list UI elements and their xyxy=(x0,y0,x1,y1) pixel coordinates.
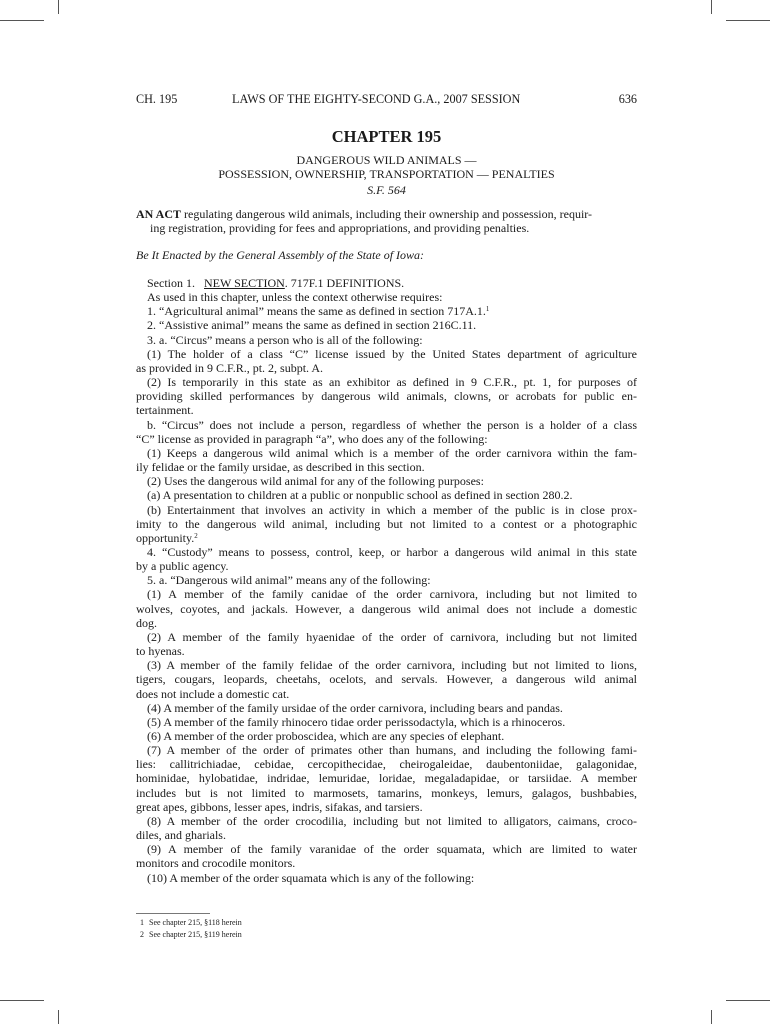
act-title-line-2: ing registration, providing for fees and appropriations, and providing penalties. xyxy=(150,221,530,236)
act-title-line-1 xyxy=(136,207,637,221)
body-line: 1. “Agricultural animal” means the same as defined in section 717A.1.$^1$ xyxy=(147,304,490,319)
body-line: monitors and crocodile monitors. xyxy=(136,856,296,871)
body-line: ily felidae or the family ursidae, as described in this section. xyxy=(136,460,425,475)
crop-mark xyxy=(0,20,44,21)
body-line: does not include a domestic cat. xyxy=(136,686,290,701)
act-text-1: regulating dangerous wild animals, including their ownership and possession, requir- xyxy=(184,207,593,221)
body-line: (1) The holder of a class “C” license issued by the United States department of agriculture xyxy=(147,346,637,361)
body-line: 4. “Custody” means to possess, control, keep, or harbor a dangerous wild animal in this state xyxy=(147,544,637,559)
body-line: great apes, gibbons, lesser apes, indris, sifakas, and tarsiers. xyxy=(136,799,423,814)
chapter-title: CHAPTER 195 xyxy=(331,127,442,146)
chapter-subtitle-line-2: POSSESSION, OWNERSHIP, TRANSPORTATION — PENALTIES xyxy=(218,167,555,181)
footnote-text: See chapter 215, §119 herein xyxy=(149,930,242,939)
section-label: Section 1. xyxy=(147,276,195,290)
body-line: includes but is not limited to marmosets, tamarins, monkeys, lemurs, galagos, bushbabies, xyxy=(136,785,637,800)
crop-mark xyxy=(58,1010,59,1024)
page-number: 636 xyxy=(618,92,637,106)
body-line: imity to the dangerous wild animal, including but not limited to a contest or a photographic xyxy=(136,516,637,531)
body-line: 2. “Assistive animal” means the same as defined in section 216C.11. xyxy=(147,318,477,333)
body-line: b. “Circus” does not include a person, regardless of whether the person is a holder of a class xyxy=(147,417,637,432)
crop-mark xyxy=(711,1010,712,1024)
body-line: wolves, coyotes, and jackals. However, a dangerous wild animal does not include a domestic xyxy=(136,601,637,616)
footnotes xyxy=(136,917,436,941)
body-line: lies: callitrichiadae, cebidae, cercopithecidae, cheirogaleidae, daubentoniidae, galagonidae, xyxy=(136,757,637,772)
crop-mark xyxy=(58,0,59,14)
footnote xyxy=(136,929,436,941)
body-line: (7) A member of the order of primates other than humans, and including the following fami- xyxy=(147,743,637,758)
body-line: “C” license as provided in paragraph “a”, who does any of the following: xyxy=(136,431,488,446)
body-line: as provided in 9 C.F.R., pt. 2, subpt. A. xyxy=(136,360,324,375)
crop-mark xyxy=(711,0,712,14)
body-line: (b) Entertainment that involves an activity in which a member of the public is in close prox- xyxy=(147,502,637,517)
body-line: opportunity.$^2$ xyxy=(136,530,198,545)
body-line: tertainment. xyxy=(136,403,194,418)
body-line: by a public agency. xyxy=(136,559,229,574)
body-line: (5) A member of the family rhinocero tidae order perissodactyla, which is a rhinoceros. xyxy=(147,714,566,729)
body-line: tigers, cougars, leopards, cheetahs, ocelots, and servals. However, a dangerous wild animal xyxy=(136,672,637,687)
body-line: (10) A member of the order squamata which is any of the following: xyxy=(147,870,475,885)
body-line: (a) A presentation to children at a public or nonpublic school as defined in section 280.2. xyxy=(147,488,573,503)
body-line: 3. a. “Circus” means a person who is all of the following: xyxy=(147,332,423,347)
body-line: (4) A member of the family ursidae of the order carnivora, including bears and pandas. xyxy=(147,700,563,715)
footnote-mark: 2 xyxy=(140,930,144,939)
footnote xyxy=(136,917,436,929)
body-line: hominidae, hylobatidae, indridae, lemuridae, loridae, megaladapidae, or tarsiidae. A member xyxy=(136,771,637,786)
act-lead: AN ACT xyxy=(136,207,182,221)
act-title xyxy=(136,207,637,236)
footnote-mark: 1 xyxy=(140,918,144,927)
body-line: 5. a. “Dangerous wild animal” means any of the following: xyxy=(147,573,431,588)
enacting-clause: Be It Enacted by the General Assembly of the State of Iowa: xyxy=(136,248,425,262)
body-line: (2) A member of the family hyaenidae of the order of carnivora, including but not limited xyxy=(147,629,637,644)
crop-mark xyxy=(726,20,770,21)
section-title: . 717F.1 DEFINITIONS. xyxy=(284,276,405,290)
footnote-text: See chapter 215, §118 herein xyxy=(149,918,242,927)
statute-body xyxy=(136,276,637,885)
body-line: (9) A member of the family varanidae of the order squamata, which are limited to water xyxy=(147,842,637,857)
body-line: (2) Uses the dangerous wild animal for any of the following purposes: xyxy=(147,474,484,489)
new-section-label: NEW SECTION xyxy=(204,276,285,290)
body-line: As used in this chapter, unless the context otherwise requires: xyxy=(147,290,443,305)
body-line: providing skilled performances by dangerous wild animals, clowns, or acrobats for public en- xyxy=(136,389,637,404)
body-line: (8) A member of the order crocodilia, including but not limited to alligators, caimans, croco- xyxy=(147,813,637,828)
running-head-chapter: CH. 195 xyxy=(136,92,178,106)
crop-mark xyxy=(726,1000,770,1001)
footnote-ref: 2 xyxy=(194,531,198,540)
body-line: (1) A member of the family canidae of the order carnivora, including but not limited to xyxy=(147,587,637,602)
running-head-title: LAWS OF THE EIGHTY-SECOND G.A., 2007 SESSION xyxy=(232,92,521,106)
chapter-subtitle-line-1: DANGEROUS WILD ANIMALS — xyxy=(296,153,477,167)
footnote-ref: 1 xyxy=(485,305,490,314)
section-heading xyxy=(136,276,637,290)
body-line: (3) A member of the family felidae of the order carnivora, including but not limited to lions, xyxy=(147,658,637,673)
body-line: dog. xyxy=(136,615,157,630)
body-line: (2) Is temporarily in this state as an exhibitor as defined in 9 C.F.R., pt. 1, for purposes of xyxy=(147,375,637,390)
body-line: to hyenas. xyxy=(136,644,185,659)
body-line: (1) Keeps a dangerous wild animal which is a member of the order carnivora within the fam- xyxy=(147,445,637,460)
bill-number: S.F. 564 xyxy=(367,183,406,197)
crop-mark xyxy=(0,1000,44,1001)
running-head xyxy=(136,91,637,107)
body-line: (6) A member of the order proboscidea, which are any species of elephant. xyxy=(147,729,505,743)
footnote-divider xyxy=(136,913,210,914)
body-line: diles, and gharials. xyxy=(136,828,226,843)
